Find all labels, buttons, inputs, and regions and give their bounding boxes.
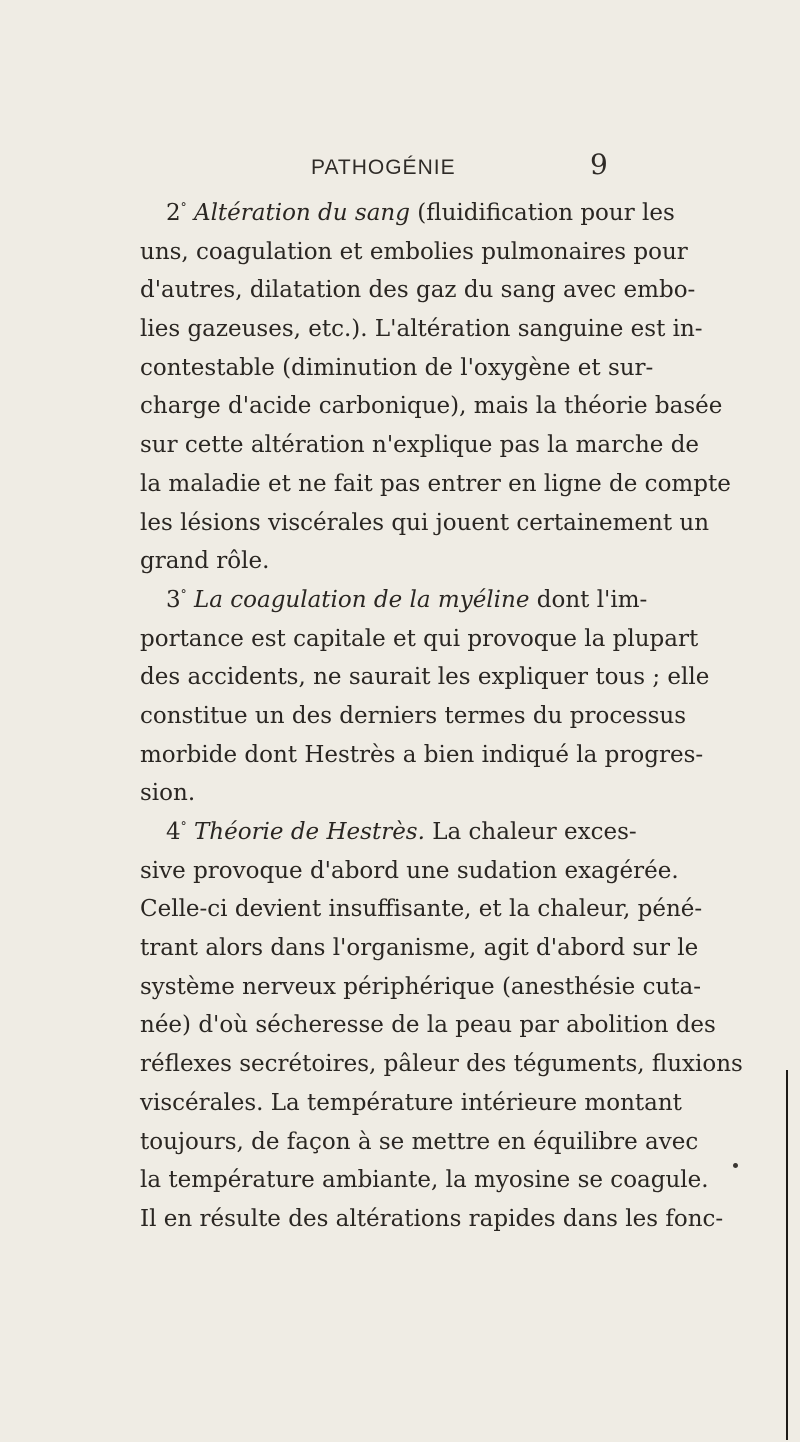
page-header — [0, 148, 800, 188]
paragraph-3-line-1-rest: dont l'im- — [536, 586, 648, 613]
paragraph-2-line: d'autres, dilatation des gaz du sang avec embo- — [140, 277, 696, 304]
item-number-3: 3° — [166, 586, 187, 613]
paragraph-4-line: système nerveux périphérique (anesthésie cuta- — [140, 973, 702, 1000]
paragraph-4-first-line — [140, 813, 637, 852]
paragraph-2-title: Altération du sang — [193, 200, 410, 226]
paragraph-2-line: la maladie et ne fait pas entrer en ligne de compte — [140, 470, 731, 497]
body-text — [140, 194, 743, 1239]
paragraph-4-title: Théorie de Hestrès. — [193, 819, 425, 845]
paragraph-2-line: contestable (diminution de l'oxygène et sur- — [140, 354, 654, 381]
paragraph-4-line: née) d'où sécheresse de la peau par abolition des — [140, 1012, 716, 1039]
paragraph-2-line: lies gazeuses, etc.). L'altération sanguine est in- — [140, 316, 703, 343]
paragraph-3-line: des accidents, ne saurait les expliquer tous ; elle — [140, 664, 710, 691]
scan-speck — [733, 1163, 738, 1168]
paragraph-3-line: morbide dont Hestrès a bien indiqué la progres- — [140, 741, 704, 768]
paragraph-3-line: portance est capitale et qui provoque la plupart — [140, 625, 699, 652]
paragraph-2-line: uns, coagulation et embolies pulmonaires pour — [140, 238, 688, 265]
paragraph-4-line: Il en résulte des altérations rapides dans les fonc- — [140, 1205, 724, 1232]
paragraph-4-line: la température ambiante, la myosine se coagule. — [140, 1167, 709, 1194]
paragraph-4-line: sive provoque d'abord une sudation exagérée. — [140, 857, 679, 884]
paragraph-4-line: trant alors dans l'organisme, agit d'abord sur le — [140, 935, 699, 962]
paragraph-2-line: charge d'acide carbonique), mais la théorie basée — [140, 393, 723, 420]
paragraph-3-line: constitue un des derniers termes du processus — [140, 702, 687, 729]
paragraph-4-line: toujours, de façon à se mettre en équilibre avec — [140, 1128, 699, 1155]
paragraph-2-line: sur cette altération n'explique pas la marche de — [140, 432, 700, 459]
paragraph-4-line: Celle-ci devient insuffisante, et la chaleur, péné- — [140, 896, 703, 923]
page-edge-rule — [786, 1070, 788, 1440]
item-number-4: 4° — [166, 819, 187, 845]
paragraph-2-line: grand rôle. — [140, 548, 270, 575]
paragraph-2-first-line — [140, 194, 675, 233]
paragraph-3-first-line — [140, 581, 648, 620]
paragraph-4-line: réflexes secrétoires, pâleur des téguments, fluxions — [140, 1051, 743, 1078]
paragraph-3-line: sion. — [140, 780, 196, 807]
running-head: PATHOGÉNIE — [311, 156, 456, 179]
paragraph-3-title: La coagulation de la myéline — [193, 586, 530, 613]
page-number: 9 — [590, 148, 608, 181]
paragraph-2-line: les lésions viscérales qui jouent certainement un — [140, 509, 710, 536]
paragraph-4-line-1-rest: La chaleur exces- — [432, 819, 637, 845]
item-number-2: 2° — [166, 200, 187, 226]
paragraph-2-line-1-rest: (fluidification pour les — [417, 200, 675, 226]
paragraph-4-line: viscérales. La température intérieure montant — [140, 1089, 682, 1116]
